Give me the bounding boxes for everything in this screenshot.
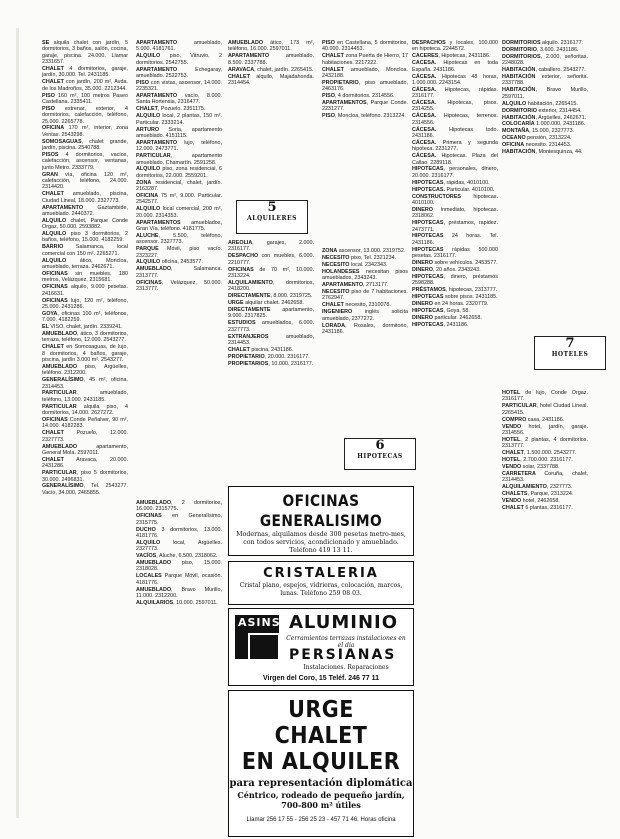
- classified-ad: COLOCARÍA 1.000.000, 2431186.: [502, 121, 586, 128]
- classified-ad: ALQUILO local comercial, 200 m², 20.000. 2314353.: [136, 206, 222, 219]
- classified-ad: VACÍOS, Aluche, 6.500. 2318062.: [136, 553, 218, 560]
- classified-ad: CARRETERA Coruña, chalet, 2314453.: [502, 470, 588, 484]
- classified-ad: CÁCESA. Hipotecas todo. 2431186.: [412, 126, 498, 139]
- classified-ad: DIRECTAMENTE apartamento, 9.000. 2317825.: [228, 307, 314, 320]
- classified-ad: OFICINAS alquilo, 9.000 pesetas. 2416631.: [42, 284, 128, 297]
- classified-ad: APARTAMENTO vacío, 8.000. Santa Hortensia, 2316477.: [136, 93, 222, 106]
- classified-ad: LORADA, Rosales, dormitorio, 2431186.: [322, 322, 408, 335]
- section-header-alquileres: [236, 200, 308, 234]
- classified-ad: OFICINAS en Generalísimo, 2315775.: [136, 513, 222, 526]
- classified-ad: DINERO, 20 años. 2343243.: [412, 266, 481, 273]
- classified-ad: PISOS 4 dormitorios, vacíos, calefacción, ascensor, ventanas, junto Metro. 2333779.: [42, 152, 128, 171]
- ad-line-2: Céntrico, rodeado de pequeño jardín, 700-800 m² útiles: [237, 790, 405, 810]
- classified-ad: APARTAMENTO lujo, teléfono, 12.000. 2473771.: [136, 139, 222, 153]
- classified-ad: APARTAMENTO Gaztambide, amueblado. 2440372.: [42, 204, 128, 217]
- classified-ad: CHALET necesito, 2310078.: [322, 302, 391, 309]
- classified-ad: CHALET alquilo, Majadahonda. 2314454.: [228, 73, 314, 86]
- classified-ad: VENDO solar, 2337788.: [502, 463, 560, 470]
- classified-ad: NECESITO piso de 7 habitaciones. 2762947.: [322, 289, 408, 302]
- classified-ad: HOTEL de lujo, Conde Orgaz. 2316177.: [502, 390, 588, 403]
- classified-ad: ALQUILO ático, Moncloa, amueblado, terraza. 2462671.: [42, 257, 128, 270]
- classified-ad: PROPIETARIO, 20.000. 2316177.: [228, 353, 310, 360]
- classified-ad: DORMITORIOS, 2.000, señoritas. 2248028.: [502, 53, 588, 67]
- classified-ad: HOTEL, 2.700.000. 2316177.: [502, 457, 573, 463]
- classified-ad: HIPOTECAS, personales, dinero, 20.000. 2316177.: [412, 166, 498, 179]
- classified-ad: EL VISO, chalet, jardín. 2339241.: [42, 324, 123, 331]
- classified-ad: CHALET, Pozuelo. 2351175.: [136, 106, 206, 113]
- classified-ad: APARTAMENTO Echegaray, amueblado. 2522753.: [136, 66, 222, 79]
- classified-ad: PARTICULAR, hotel Ciudad Lineal. 2265415.: [502, 403, 588, 416]
- classified-ad: AMUEBLADO, Salamanca. 2313777.: [136, 266, 222, 279]
- classified-ad: DINERO sobre vehículos. 2453577.: [412, 260, 498, 267]
- classified-ad: GENERALÍSIMO, Tel. 2543277. Vacío, 34.000, 2465855.: [42, 483, 128, 496]
- classified-ad: PROPIETARIOS, 10.000. 2316177.: [228, 360, 314, 367]
- classified-ad: CHALET Aravaca, 20.000. 2431286.: [42, 456, 128, 470]
- ad-headline-line1: URGE CHALET: [274, 697, 368, 749]
- classified-ad: CÁCESA. Hipotecas, pisos. 2314255.: [412, 100, 498, 113]
- classified-ad: HIPOTECAS, rápidas, 4010100.: [412, 179, 490, 186]
- classifieds-column-1: [42, 40, 128, 832]
- classified-ad: ARAVACA, chalet, jardín. 2265415.: [228, 66, 314, 73]
- classified-ad: ALQUILO local, 2 plantas, 150 m². Particular. 2333214.: [136, 113, 222, 126]
- classified-ad: CHALET 4 dormitorios, garaje, jardín, 30.000. Tel. 2431185.: [42, 65, 128, 79]
- ad-footer: Virgen del Coro, 15 Teléf. 246 77 11: [262, 675, 380, 682]
- classified-ad: PISO con vistas, ascensor, 14.000. 2235321.: [136, 79, 222, 93]
- classified-ad: DINERO en 24 horas. 2320779.: [412, 301, 489, 308]
- classified-ad: OFICINAS Conde Peñalver, 90 m², 14.000. 4182283.: [42, 417, 128, 430]
- classified-ad: HIPOTECAS sobre pisos. 2431185.: [412, 294, 498, 301]
- classified-ad: AMUEBLADO, ático, 3 dormitorios, terraza, teléfono, 12.000. 2543277.: [42, 331, 128, 344]
- ad-headline: ALUMINIO: [289, 612, 399, 633]
- section-number: 6: [375, 438, 385, 453]
- classified-ad: BARRIO Salamanca, local comercial con 150 m². 2265271.: [42, 244, 128, 257]
- classified-ad: DUCHO 3 dormitorios, 13.000. 4181776.: [136, 526, 222, 539]
- classified-ad: DORMITORIOS alquilo. 2316177.: [502, 40, 584, 46]
- classified-ad: PISO en Castellana, 5 dormitorios, 40.000. 2314453.: [322, 40, 408, 53]
- section-header-hoteles: [534, 336, 606, 370]
- classified-ad: PARQUE Móvil, piso vacío. 2323227.: [136, 246, 222, 259]
- classified-ad: PISO, Moncloa, teléfono. 2313224.: [322, 113, 406, 120]
- classified-ad: URGE alquilar chalet. 2462658.: [228, 300, 304, 307]
- ad-contact: Llamar 256 17 55 - 256 25 23 - 457 71 46. Horas oficina: [246, 817, 396, 823]
- ad-body: Cristal plano, espejos, vidrieras, colocación, marcos, lunas. Teléfono 259 08 03.: [239, 582, 403, 597]
- section-header-hipotecas: [344, 438, 416, 470]
- ad-headline-2: PERSIANAS: [289, 647, 397, 663]
- classified-ad: CÁCESA. Hipotecas, rápidas. 2316177.: [412, 86, 498, 100]
- ad-headline: CRISTALERIA: [263, 566, 379, 581]
- classified-ad: ALQUILO habitación, 2265415.: [502, 100, 578, 107]
- classified-ad: DINERO particular. 2462658.: [412, 314, 482, 321]
- classified-ad: EXTRANJEROS amueblado, 2314453.: [228, 333, 314, 346]
- classified-ad: VENDO hotel, jardín, garaje. 2314556.: [502, 423, 588, 436]
- classified-ad: HABITACIÓN, caballero. 2543277.: [502, 67, 586, 74]
- classified-ad: PISO, 4 dormitorios. 2314556.: [322, 93, 395, 100]
- ad-asins-aluminio: [228, 608, 414, 686]
- classified-ad: DORMITORIO exterior, 2314454.: [502, 107, 582, 114]
- classified-ad: APARTAMENTO, 2713177.: [322, 282, 389, 289]
- classified-ad: AMUEBLADO piso, Argüelles, teléfono. 2312200.: [42, 363, 128, 377]
- ad-cristaleria: [228, 561, 414, 605]
- section-number: 7: [565, 336, 575, 351]
- classified-ad: OFICINAS, Velázquez, 50.000. 2313777.: [136, 279, 222, 292]
- section-title: ALQUILERES: [247, 215, 297, 222]
- classified-ad: ALUCHE, 5.500, teléfono, ascensor. 2327773.: [136, 232, 222, 246]
- brand-name: ASINS: [238, 616, 281, 629]
- classified-ad: CACERES, Hipotecas, 2431186.: [412, 53, 491, 60]
- classified-ad: ALQUILO piso, Vitruvio, 2 dormitorios. 2542755.: [136, 53, 222, 66]
- classified-ad: PISO estrenar, exterior, 4 dormitorios, calefacción, teléfono, 25.000. 2265778.: [42, 105, 128, 125]
- ad-headline-line2: EN ALQUILER: [241, 749, 401, 775]
- classifieds-column-6-lower: [502, 390, 588, 834]
- classified-ad: GENERALÍSIMO, 45 m², oficina. 2314453.: [42, 377, 128, 390]
- classified-ad: OFICINA 170 m², interior, zona Ventas. 2543298.: [42, 125, 128, 138]
- classified-ad: CHALET zona Puerta de Hierro, 17 habitaciones. 2217222.: [322, 53, 408, 66]
- classified-ad: ESTUDIOS amueblados, 6.000. 2327773.: [228, 320, 314, 333]
- classified-ad: AMUEBLADO piso, 15.000. 2318028.: [136, 560, 222, 573]
- classifieds-column-5: [412, 40, 498, 832]
- ad-urge-chalet: [228, 690, 414, 837]
- ad-line-1: para representación diplomática: [229, 778, 413, 789]
- classifieds-column-2: [136, 40, 222, 494]
- classified-ad: HIPOTECAS. Particular. 4010100.: [412, 186, 495, 193]
- classified-ad: HIPOTECAS, 2431186.: [412, 321, 469, 328]
- classified-ad: ZONA residencial, chalet, jardín. 2163287.: [136, 179, 222, 193]
- classified-ad: SOMOSAGUAS, chalet grande, jardín, piscina. 2540788.: [42, 138, 128, 152]
- classified-ad: PISO 160 m², 100 metros Paseo Castellana. 2335411.: [42, 92, 128, 105]
- classified-ad: ALQUILAMIENTO, 2327773.: [502, 484, 573, 491]
- classified-ad: ALQUILO chalet, Parque Conde Orgaz, 50.000. 2593882.: [42, 217, 128, 231]
- classified-ad: CÁCESA. Hipotecas. Plaza del Callao. 2289118.: [412, 153, 498, 166]
- classifieds-column-2-lower: [136, 500, 222, 832]
- classified-ad: GOYA, oficinas 100 m², teléfonos, 7.000. 4182259.: [42, 310, 128, 324]
- classified-ad: OFICINA necesito. 2314453.: [502, 142, 572, 149]
- classified-ad: OFICINAS sin muebles, 180 metros, Velázquez. 2315681.: [42, 270, 128, 284]
- classified-ad: HOLANDESES necesitan pisos amueblados, 2343243.: [322, 268, 408, 282]
- ad-subtitle: Cerramientos terrazas instalaciones en el día: [286, 635, 406, 649]
- classified-ad: HABITACIÓN, Argüelles, 2462671.: [502, 114, 587, 121]
- classified-ad: ARTURO Soria, apartamento amueblado. 4151115.: [136, 126, 222, 139]
- classified-ad: ALQUILARIOS, 10.000. 2597011.: [136, 599, 218, 606]
- classified-ad: PARTICULAR alquila piso, 4 dormitorios, 14.000. 2627272.: [42, 403, 128, 417]
- classified-ad: CONSTRUCTORES hipotecas. 4010100.: [412, 193, 498, 206]
- classified-ad: HABITACIÓN exterior, señorita. 2337788.: [502, 74, 588, 87]
- classified-ad: LOCALES Parque Móvil, ocasión. 4181776.: [136, 573, 222, 586]
- classified-ad: HIPOTECAS, Goya, 58.: [412, 308, 470, 314]
- classified-ad: APARTAMENTOS amueblados, Gran Vía, teléfono. 4181775.: [136, 219, 222, 232]
- classified-ad: PROPIETARIO, piso amueblado, 2463176.: [322, 79, 408, 93]
- classified-ad: AREOLIA, garajes, 2.000. 2316177.: [228, 240, 314, 253]
- classified-ad: PARTICULAR, apartamento amueblado, Chamartín. 2591258.: [136, 153, 222, 166]
- classified-ad: ALQUILO piso 3 dormitorios, 2 baños, teléfono, 15.000. 4182259.: [42, 231, 128, 244]
- classified-ad: COMPRO casa, 2431186.: [502, 416, 565, 423]
- classified-ad: APARTAMENTO amueblado, 8.500. 2337788.: [228, 53, 314, 66]
- classified-ad: CÁCESA. Hipotecas 48 horas, 1.000.000. 2243154.: [412, 73, 498, 86]
- section-title: HOTELES: [551, 351, 589, 358]
- classified-ad: DESPACHO con muebles, 6.000. 2210777.: [228, 253, 314, 266]
- section-title: HIPOTECAS: [357, 453, 403, 460]
- classified-ad: CHALET amueblado, Moncloa. 2432188.: [322, 66, 408, 79]
- classified-ad: CACESA. Hipotecas en toda España. 2431186.: [412, 60, 498, 73]
- classified-ad: DINERO inmediato, hipotecas. 2318062.: [412, 206, 498, 220]
- classified-ad: VENDO hotel, 2462658.: [502, 498, 560, 505]
- classified-ad: ALQUILAMIENTO, dormitorios, 2418200.: [228, 279, 314, 293]
- classified-ad: DORMITORIO, 3.600. 2431186.: [502, 46, 579, 53]
- classified-ad: CHALET en Somosaguas, de lujo, 8 dormitorios, 4 baños, garaje, piscina, jardín 3.000 m². 2543277.: [42, 344, 128, 363]
- classified-ad: HABITACIÓN, Montesquinza, 44.: [502, 149, 583, 156]
- classified-ad: CHALET piscina, 2431186.: [228, 346, 294, 353]
- ad-services: Instalaciones. Reparaciones: [303, 664, 389, 671]
- classified-ad: NECESITO local. 2342343.: [322, 261, 388, 268]
- classified-ad: SE alquila chalet con jardín, 5 dormitorios, 3 baños, salón, cocina, garaje, piscina. 24.000. Llamar 2331657.: [42, 40, 128, 66]
- classified-ad: CÁCESA. Primera y segunda hipoteca. 2231277.: [412, 139, 498, 153]
- classified-ad: INGENIERO inglés solicita amueblado, 2377272.: [322, 309, 408, 322]
- classified-ad: CHALET Pozuelo, 12.000. 2327773.: [42, 430, 128, 443]
- ad-headline: OFICINAS GENERALISIMO: [259, 491, 383, 530]
- classified-ad: HIPOTECAS rápidas 500.000 pesetas. 2316177.: [412, 246, 498, 260]
- classified-ad: CHALET con jardín, 200 m², Avda. de los Madroños, 35.000. 2212344.: [42, 79, 128, 92]
- classified-ad: APARTAMENTOS, Parque Conde. 2231277.: [322, 100, 408, 113]
- classified-ad: OFICINA 75 m², 9.000. Particular. 2542577.: [136, 193, 222, 206]
- classified-ad: HOTEL, 2 plantas, 4 dormitorios. 2313777.: [502, 436, 588, 450]
- classified-ad: ALQUILO piso, zona residencial, 6 dormitorios, 22.000. 2559201.: [136, 166, 222, 179]
- ad-body: Modernas, alquilamos desde 300 pesetas metro-mes, con todos servicios, acondicionado y amueblado. Teléfono 419 13 11.: [236, 531, 406, 554]
- classified-ad: ALQUILO oficina, 2453577.: [136, 259, 203, 266]
- classified-ad: NECESITO piso, Tel. 2321234.: [322, 254, 397, 261]
- classified-ad: AMUEBLADO, Bravo Murillo, 11.000. 2312200.: [136, 586, 222, 599]
- classified-ad: CHALET amueblado, piscina, Ciudad Lineal, 18.000. 2327773.: [42, 191, 128, 204]
- classified-ad: AMUEBLADO apartamento, General Mola. 2597011.: [42, 443, 128, 456]
- classified-ad: GRAN vía, oficina 120 m², calefacción, teléfono, 24.000. 2314420.: [42, 171, 128, 191]
- classified-ad: OCEANO pensión, 2313224.: [502, 135, 572, 142]
- classified-ad: HABITACIÓN, Bravo Murillo, 2597011.: [502, 87, 588, 100]
- classified-ad: HIPOTECAS 24 horas. Tel. 2431186.: [412, 233, 498, 246]
- classified-ad: ALQUILO local, Argüelles. 2327773.: [136, 539, 222, 553]
- classified-ad: DIRECTAMENTE, 8.000. 2319725.: [228, 293, 313, 300]
- classified-ad: CÁCESA. Hipotecas, terrenos. 2314556.: [412, 113, 498, 126]
- classified-ad: PARTICULAR, piso 5 dormitorios, 30.000. 2496831.: [42, 470, 128, 483]
- classified-ad: PRÉSTAMOS, hipotecas, 2313777.: [412, 287, 498, 294]
- classified-ad: CHALET 6 plantas, 2316177.: [502, 504, 573, 511]
- classified-ad: OFICINAS de 70 m², 10.000. 2313224.: [228, 266, 314, 279]
- scan-edge: [16, 28, 19, 818]
- section-number: 5: [267, 200, 277, 215]
- classifieds-column-6: [502, 40, 588, 332]
- classified-ad: HIPOTECAS, préstamos, rapidez. 2473771.: [412, 220, 498, 233]
- classified-ad: DESPACHOS y locales, 100.000 en hipoteca. 2244572.: [412, 40, 498, 53]
- classified-ad: HIPOTECAS, dinero, préstamos 2598288.: [412, 273, 498, 287]
- door-icon: [248, 633, 280, 663]
- classifieds-column-3-lower: [228, 240, 314, 480]
- classified-ad: AMUEBLADO ático, 173 m², teléfono, 16.000. 2597011.: [228, 40, 314, 53]
- ad-oficinas-generalisimo: [228, 486, 414, 556]
- classified-ad: ZONA ascensor, 13.000. 2319752.: [322, 248, 406, 254]
- classified-ad: CHALET, 1.500.000. 2543277.: [502, 450, 577, 457]
- ad-brand-logo: [235, 615, 279, 659]
- classified-ad: PARTICULAR amueblado, teléfono, 13.000. 2431185.: [42, 390, 128, 403]
- classified-ad: CHALETS, Parque, 2313224.: [502, 491, 574, 498]
- classified-ad: OFICINAS lujo, 120 m², teléfono, 25.000. 2431286.: [42, 297, 128, 310]
- classified-ad: AMUEBLADO, 2 dormitorios, 16.000. 2315775.: [136, 500, 222, 513]
- classified-ad: APARTAMENTO amueblado, 5.000. 4181761.: [136, 40, 222, 53]
- classified-ad: MONTAÑA, 15.000, 2327773.: [502, 128, 575, 135]
